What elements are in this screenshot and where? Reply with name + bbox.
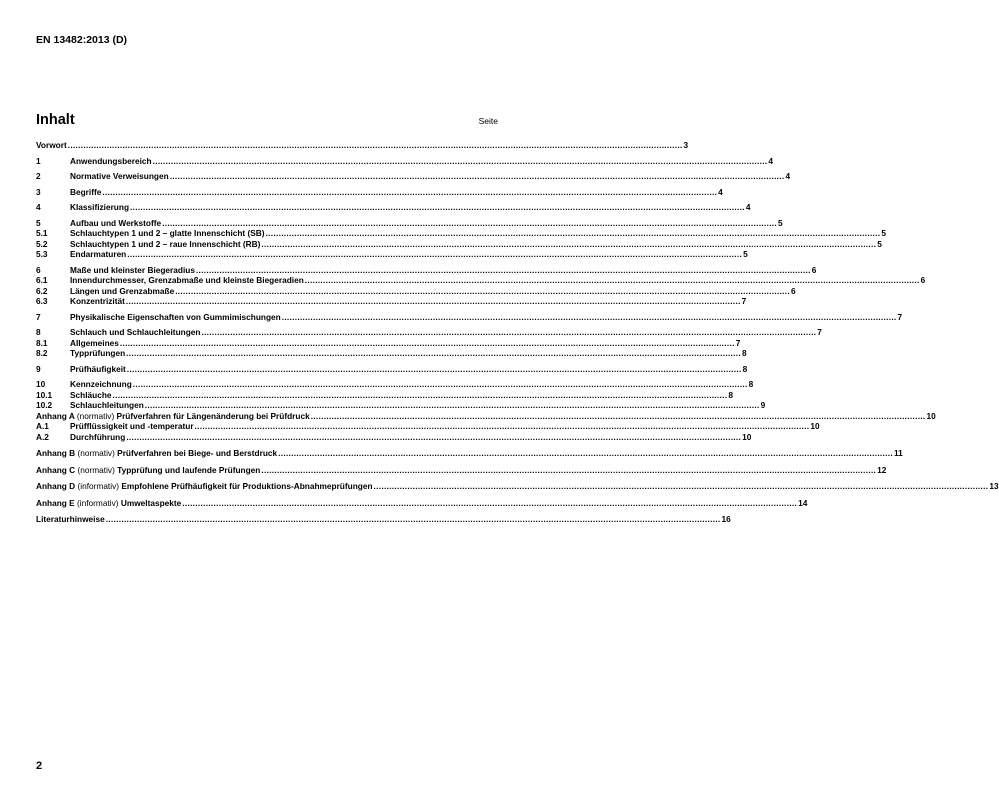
toc-entry-page: 10 bbox=[742, 431, 752, 442]
toc-entry-5-2[interactable] bbox=[36, 238, 882, 250]
toc-entry-number: 4 bbox=[36, 202, 41, 212]
toc-entry-label: Klassifizierung bbox=[70, 202, 130, 212]
leader-dots: ............................................................................................................................................................................................................................................ bbox=[130, 202, 745, 212]
toc-entry-label bbox=[36, 481, 373, 492]
toc-entry-label: Schlauchtypen 1 und 2 – glatte Innenschicht (SB) bbox=[70, 228, 265, 238]
annex-prefix: Anhang A bbox=[36, 410, 75, 421]
toc-entry-label: Prüfhäufigkeit bbox=[70, 363, 126, 374]
toc-entry-label: Schlauchtypen 1 und 2 – raue Innenschicht (RB) bbox=[70, 238, 261, 249]
toc-entry-number: 9 bbox=[36, 363, 41, 374]
toc-title: Inhalt bbox=[36, 112, 75, 128]
leader-dots: ............................................................................................................................................................................................................................................ bbox=[152, 155, 768, 166]
toc-entry-8-2[interactable] bbox=[36, 348, 747, 359]
toc-entry-page: 5 bbox=[877, 238, 882, 249]
leader-dots: ............................................................................................................................................................................................................................................ bbox=[195, 264, 811, 275]
toc-entry-page: 4 bbox=[785, 171, 791, 181]
table-of-contents bbox=[36, 140, 999, 525]
toc-entry-page: 7 bbox=[897, 311, 903, 322]
toc-entry-label: Schlauchleitungen bbox=[70, 400, 144, 410]
toc-entry-page: 12 bbox=[877, 464, 887, 475]
toc-entry-page: 11 bbox=[893, 448, 903, 458]
toc-entry-number: 10.2 bbox=[36, 400, 53, 410]
toc-entry-page: 4 bbox=[718, 186, 723, 197]
toc-entry-label: Schläuche bbox=[70, 389, 112, 400]
leader-dots: ............................................................................................................................................................................................................................................ bbox=[102, 186, 718, 197]
leader-dots: ............................................................................................................................................................................................................................................ bbox=[194, 421, 810, 431]
toc-entry-label: Endarmaturen bbox=[70, 249, 127, 259]
toc-entry-number: 6.1 bbox=[36, 275, 48, 285]
annex-prefix: Anhang E bbox=[36, 497, 75, 508]
annex-title: Prüfverfahren für Längenänderung bei Prüfdruck bbox=[116, 410, 310, 421]
leader-dots: ............................................................................................................................................................................................................................................ bbox=[201, 327, 817, 337]
page-column-label: Seite bbox=[478, 116, 498, 126]
annex-status: (normativ) bbox=[77, 464, 115, 475]
toc-entry-6-3[interactable] bbox=[36, 296, 747, 307]
toc-entry-page: 6 bbox=[791, 285, 796, 296]
toc-entry-page: 5 bbox=[743, 249, 748, 259]
toc-entry-page: 8 bbox=[728, 389, 733, 400]
toc-entry-label: Konzentrizität bbox=[70, 296, 125, 306]
leader-dots: ............................................................................................................................................................................................................................................ bbox=[126, 363, 742, 374]
toc-entry-page: 4 bbox=[768, 155, 774, 166]
leader-dots: ............................................................................................................................................................................................................................................ bbox=[162, 217, 777, 228]
toc-entry-5-3[interactable] bbox=[36, 249, 748, 260]
document-id: EN 13482:2013 (D) bbox=[36, 34, 128, 46]
annex-title: Umweltaspekte bbox=[120, 497, 182, 508]
toc-entry-8[interactable] bbox=[36, 327, 822, 338]
toc-entry-10-1[interactable] bbox=[36, 389, 733, 401]
toc-entry-label: Kennzeichnung bbox=[70, 379, 132, 389]
toc-entry-9[interactable] bbox=[36, 363, 748, 375]
page-number: 2 bbox=[36, 760, 43, 772]
toc-entry-label bbox=[36, 448, 277, 459]
toc-entry-page: 14 bbox=[798, 497, 808, 508]
toc-entry-label: Längen und Grenzabmaße bbox=[70, 285, 175, 296]
toc-entry-page: 7 bbox=[741, 296, 747, 306]
toc-entry-a-2[interactable] bbox=[36, 431, 752, 443]
leader-dots: ............................................................................................................................................................................................................................................ bbox=[144, 400, 760, 410]
leader-dots: ............................................................................................................................................................................................................................................ bbox=[310, 410, 926, 421]
annex-status: (informativ) bbox=[77, 481, 119, 491]
toc-entry-page: 3 bbox=[683, 140, 689, 150]
toc-entry-page: 5 bbox=[777, 217, 783, 228]
toc-entry-number: 2 bbox=[36, 171, 41, 181]
toc-entry-label: Maße und kleinster Biegeradius bbox=[70, 264, 195, 275]
toc-entry-page: 4 bbox=[745, 202, 751, 212]
leader-dots: ............................................................................................................................................................................................................................................ bbox=[175, 285, 790, 296]
toc-entry-label bbox=[36, 465, 260, 476]
annex-title: Typprüfung und laufende Prüfungen bbox=[117, 464, 261, 475]
toc-entry-2[interactable] bbox=[36, 171, 791, 182]
toc-entry-label: Allgemeines bbox=[70, 337, 119, 348]
toc-entry-literaturhinweise[interactable] bbox=[36, 514, 731, 525]
toc-entry-number: 5 bbox=[36, 217, 41, 228]
leader-dots: ............................................................................................................................................................................................................................................ bbox=[182, 497, 798, 508]
toc-entry-page: 5 bbox=[881, 228, 886, 238]
toc-entry-number: 5.2 bbox=[36, 238, 48, 249]
toc-entry-page: 10 bbox=[810, 421, 820, 431]
toc-entry-page: 8 bbox=[748, 379, 754, 389]
toc-entry-page: 9 bbox=[760, 400, 766, 410]
toc-entry-anhang-b[interactable] bbox=[36, 448, 903, 459]
toc-entry-vorwort[interactable] bbox=[36, 140, 689, 151]
toc-entry-label: Anwendungsbereich bbox=[70, 155, 152, 166]
annex-prefix: Anhang B bbox=[36, 448, 76, 458]
toc-entry-number: 5.1 bbox=[36, 228, 48, 238]
toc-entry-page: 13 bbox=[989, 481, 999, 491]
toc-entry-7[interactable] bbox=[36, 311, 903, 323]
toc-entry-label: Prüfflüssigkeit und -temperatur bbox=[70, 421, 194, 431]
toc-entry-10-2[interactable] bbox=[36, 400, 766, 411]
leader-dots: ............................................................................................................................................................................................................................................ bbox=[278, 448, 893, 458]
annex-status: (normativ) bbox=[76, 410, 115, 421]
toc-entry-3[interactable] bbox=[36, 186, 723, 198]
toc-entry-1[interactable] bbox=[36, 155, 774, 167]
toc-entry-number: 1 bbox=[36, 155, 41, 166]
leader-dots: ............................................................................................................................................................................................................................................ bbox=[169, 171, 785, 181]
toc-entry-6[interactable] bbox=[36, 264, 817, 276]
toc-entry-label: Schlauch und Schlauchleitungen bbox=[70, 327, 201, 337]
toc-entry-a-1[interactable] bbox=[36, 421, 820, 432]
toc-entry-5[interactable] bbox=[36, 217, 783, 229]
leader-dots: ............................................................................................................................................................................................................................................ bbox=[261, 238, 877, 249]
toc-entry-anhang-a[interactable] bbox=[36, 410, 936, 422]
toc-entry-label: Innendurchmesser, Grenzabmaße und kleinste Biegeradien bbox=[70, 275, 304, 285]
leader-dots: ............................................................................................................................................................................................................................................ bbox=[125, 296, 741, 306]
toc-entry-5-1[interactable] bbox=[36, 228, 886, 239]
toc-entry-anhang-e[interactable] bbox=[36, 497, 808, 509]
toc-entry-number: 8.2 bbox=[36, 348, 48, 358]
toc-entry-page: 16 bbox=[721, 514, 731, 524]
toc-entry-number: 6 bbox=[36, 264, 41, 275]
leader-dots: ............................................................................................................................................................................................................................................ bbox=[304, 275, 920, 285]
toc-entry-10[interactable] bbox=[36, 379, 754, 390]
toc-entry-label: Begriffe bbox=[70, 186, 102, 197]
toc-entry-number: A.1 bbox=[36, 421, 49, 431]
toc-entry-anhang-c[interactable] bbox=[36, 464, 887, 476]
leader-dots: ............................................................................................................................................................................................................................................ bbox=[261, 464, 877, 475]
toc-entry-4[interactable] bbox=[36, 202, 751, 213]
toc-entry-number: 8.1 bbox=[36, 337, 48, 348]
toc-entry-page: 7 bbox=[735, 337, 741, 348]
toc-entry-page: 7 bbox=[817, 327, 822, 337]
toc-entry-number: 3 bbox=[36, 186, 41, 197]
toc-entry-number: 5.3 bbox=[36, 249, 48, 259]
leader-dots: ............................................................................................................................................................................................................................................ bbox=[119, 337, 735, 348]
toc-entry-label: Normative Verweisungen bbox=[70, 171, 169, 181]
toc-entry-6-1[interactable] bbox=[36, 275, 926, 286]
annex-status: (normativ) bbox=[77, 448, 115, 458]
toc-entry-label: Physikalische Eigenschaften von Gummimischungen bbox=[70, 311, 281, 322]
toc-entry-label: Aufbau und Werkstoffe bbox=[70, 217, 162, 228]
annex-title: Prüfverfahren bei Biege- und Berstdruck bbox=[117, 448, 278, 458]
toc-entry-label: Durchführung bbox=[70, 431, 126, 442]
toc-entry-page: 6 bbox=[811, 264, 817, 275]
toc-entry-label: Literaturhinweise bbox=[36, 514, 105, 524]
toc-entry-number: A.2 bbox=[36, 431, 49, 442]
leader-dots: ............................................................................................................................................................................................................................................ bbox=[126, 348, 741, 358]
leader-dots: ............................................................................................................................................................................................................................................ bbox=[373, 481, 989, 491]
annex-prefix: Anhang D bbox=[36, 481, 76, 491]
toc-entry-8-1[interactable] bbox=[36, 337, 741, 349]
toc-entry-number: 6.3 bbox=[36, 296, 48, 306]
toc-entry-anhang-d[interactable] bbox=[36, 481, 999, 492]
toc-entry-label: Typprüfungen bbox=[70, 348, 126, 358]
toc-entry-number: 6.2 bbox=[36, 285, 48, 296]
toc-entry-page: 8 bbox=[742, 363, 748, 374]
leader-dots: ............................................................................................................................................................................................................................................ bbox=[127, 249, 743, 259]
annex-title: Empfohlene Prüfhäufigkeit für Produktions-Abnahmeprüfungen bbox=[121, 481, 373, 491]
toc-entry-number: 10 bbox=[36, 379, 46, 389]
toc-entry-6-2[interactable] bbox=[36, 285, 796, 297]
leader-dots: ............................................................................................................................................................................................................................................ bbox=[281, 311, 897, 322]
leader-dots: ............................................................................................................................................................................................................................................ bbox=[265, 228, 881, 238]
toc-entry-label bbox=[36, 498, 181, 509]
annex-prefix: Anhang C bbox=[36, 464, 76, 475]
toc-entry-number: 8 bbox=[36, 327, 41, 337]
leader-dots: ............................................................................................................................................................................................................................................ bbox=[67, 140, 683, 150]
leader-dots: ............................................................................................................................................................................................................................................ bbox=[126, 431, 742, 442]
leader-dots: ............................................................................................................................................................................................................................................ bbox=[105, 514, 721, 524]
leader-dots: ............................................................................................................................................................................................................................................ bbox=[132, 379, 748, 389]
annex-status: (informativ) bbox=[77, 497, 119, 508]
toc-entry-page: 10 bbox=[926, 410, 936, 421]
toc-entry-number: 7 bbox=[36, 311, 41, 322]
toc-entry-page: 6 bbox=[920, 275, 926, 285]
toc-entry-number: 10.1 bbox=[36, 389, 53, 400]
toc-entry-page: 8 bbox=[741, 348, 747, 358]
toc-entry-label bbox=[36, 411, 310, 422]
leader-dots: ............................................................................................................................................................................................................................................ bbox=[112, 389, 728, 400]
toc-entry-label: Vorwort bbox=[36, 140, 67, 150]
